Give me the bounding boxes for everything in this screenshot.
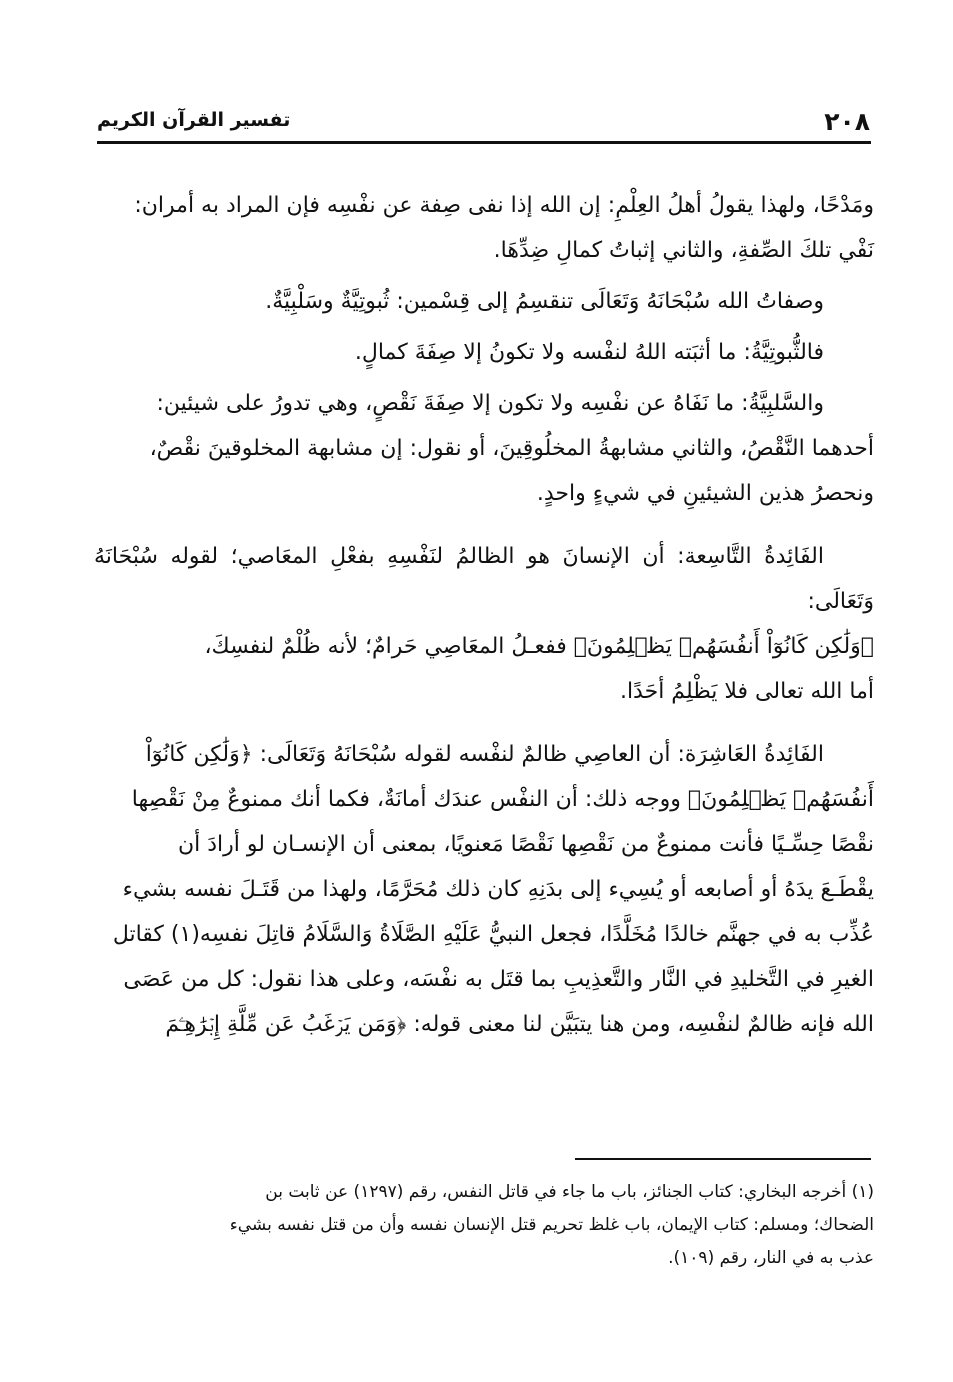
paragraph-3: فالثُّبوتِيَّةُ: ما أثبَته اللهُ لنفْسه ولا تكونُ إلا صِفَةَ كمالٍ. <box>354 340 824 365</box>
footnote-separator <box>575 1158 871 1160</box>
paragraph-5-line-2: ﴿وَلَٰكِن كَانُوٓاْ أَنفُسَهُمۡ يَظۡلِمُونَ﴾ ففعـلُ المعَاصِي حَرامٌ؛ لأنه ظُلْمٌ لنفسِكَ، <box>204 634 874 659</box>
paragraph-6-line-3: نقْصًا حِسِّـيًا فأنت ممنوعٌ من نَقْصِها نَقْصًا مَعنويًا، بمعنى أن الإنسـان لو أرادَ أن <box>178 832 874 857</box>
paragraph-1-line-1: ومَدْحًا، ولهذا يقولُ أهلُ العِلْمِ: إن الله إذا نفى صِفة عن نفْسِه فإن المراد به أمران: <box>134 193 874 218</box>
paragraph-6-line-6: الغيرِ في التَّخليدِ في النَّار والتَّعذِيبِ بما قتَل به نفْسَه، وعلى هذا نقول: كل من عَصَى <box>123 967 874 992</box>
footnote-line-2: الضحاك؛ ومسلم: كتاب الإيمان، باب غلظ تحريم قتل الإنسان نفسه وأن من قتل نفسه بشيء <box>229 1215 874 1235</box>
paragraph-6-line-2: أَنفُسَهُمۡ يَظۡلِمُونَ﴾ ووجه ذلك: أن النفْس عندَك أمانَةٌ، فكما أنك ممنوعٌ مِنْ نَقْصِها <box>131 787 874 812</box>
paragraph-6-line-7: الله فإنه ظالمٌ لنفْسِه، ومن هنا يتبَيَّن لنا معنى قوله: ﴿وَمَن يَرۡغَبُ عَن مِّلَّةِ إِبۡرَٰهِـۧمَ <box>165 1012 874 1037</box>
paragraph-4-line-3: ونحصرُ هذين الشيئينِ في شيءٍ واحدٍ. <box>536 481 874 506</box>
page-header <box>97 103 870 141</box>
paragraph-6-line-4: يقْطَـعَ يدَهُ أو أصابعه أو يُسِيء إلى بدَنِهِ كان ذلك مُحَرَّمًا، ولهذا من قَتَـلَ نفسه بشيء <box>122 877 874 902</box>
page-number: ٢٠٨ <box>824 107 870 136</box>
paragraph-5-line-1: الفَائِدةُ التَّاسِعة: أن الإنسانَ هو الظالمُ لنَفْسِهِ بفعْلِ المعَاصي؛ لقوله سُبْحَانَهُ وَتَعَالَى: <box>94 544 874 614</box>
main-text <box>94 183 874 1047</box>
paragraph-4-line-2: أحدهما النَّقْصُ، والثاني مشابهةُ المخلُوقِينَ، أو نقول: إن مشابهة المخلوقينَ نقْصٌ، <box>149 436 874 461</box>
footnote <box>94 1176 874 1275</box>
paragraph-5-line-3: أما الله تعالى فلا يَظْلِمُ أحَدًا. <box>619 679 874 704</box>
paragraph-1-line-2: نَفْي تلكَ الصِّفةِ، والثاني إثباتُ كمالِ ضِدِّهَا. <box>493 238 874 263</box>
footnote-line-1: (١) أخرجه البخاري: كتاب الجنائز، باب ما جاء في قاتل النفس، رقم (١٢٩٧) عن ثابت بن <box>265 1182 874 1202</box>
paragraph-6-line-5: عُذِّب به في جهنَّم خالدًا مُخَلَّدًا، فجعل النبيُّ عَلَيْهِ الصَّلَاةُ وَالسَّلَامُ قاتِلَ نفسِه(١) كقاتل <box>112 922 874 947</box>
paragraph-2: وصفاتُ الله سُبْحَانَهُ وَتَعَالَى تنقسِمُ إلى قِسْمين: ثُبوتِيَّةٌ وسَلْبِيَّةٌ. <box>265 289 824 314</box>
footnote-line-3: عذب به في النار، رقم (١٠٩). <box>668 1248 874 1268</box>
header-rule <box>97 141 871 144</box>
paragraph-4-line-1: والسَّلبِيَّةُ: ما نَفَاهُ عن نفْسِه ولا تكون إلا صِفَةَ نَقْصٍ، وهي تدورُ على شيئين: <box>156 391 824 416</box>
paragraph-6-line-1: الفَائِدةُ العَاشِرَة: أن العاصِي ظالمٌ لنفْسه لقوله سُبْحَانَهُ وَتَعَالَى: ﴿وَلَٰكِن كَانُوٓاْ <box>145 742 824 767</box>
running-title: تفسير القرآن الكريم <box>97 109 291 131</box>
